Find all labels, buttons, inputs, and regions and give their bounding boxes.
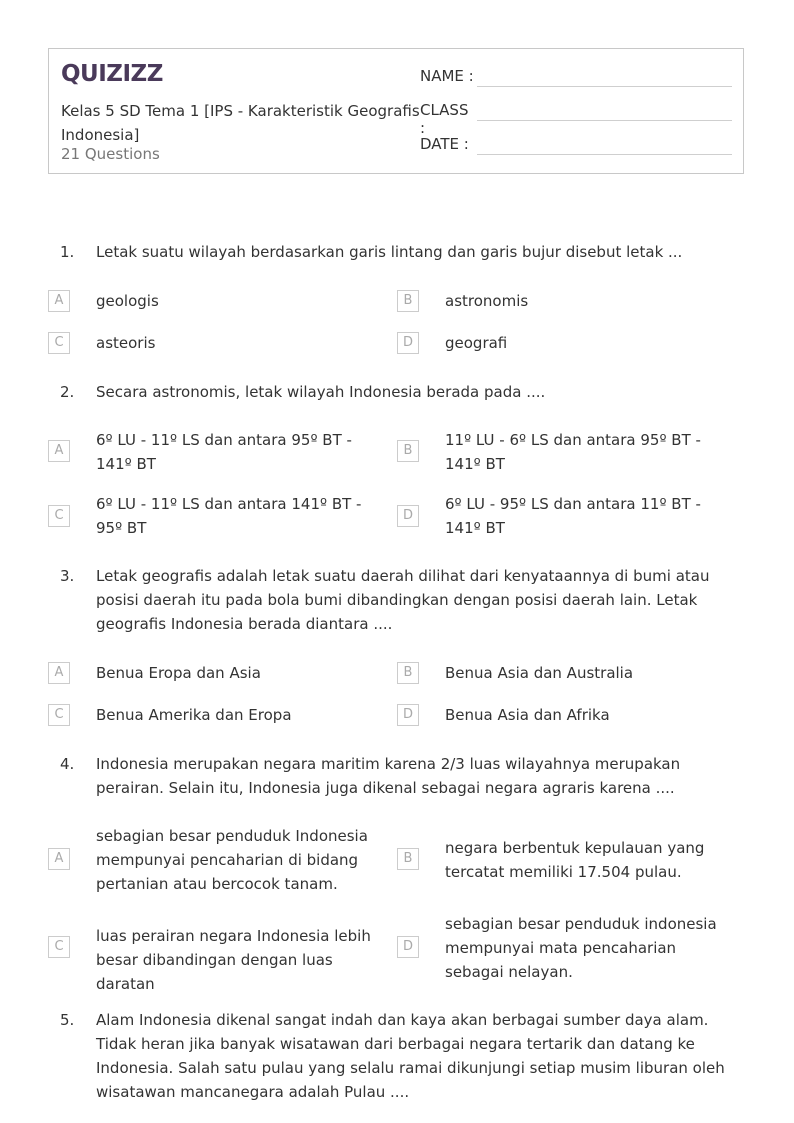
name-line — [477, 86, 732, 87]
date-label: DATE : — [420, 135, 469, 153]
question-number: 1. — [60, 243, 75, 261]
option-letter-d[interactable]: D — [397, 704, 419, 726]
class-line — [477, 120, 732, 121]
name-label: NAME : — [420, 67, 474, 85]
question-text: Secara astronomis, letak wilayah Indonesia berada pada .... — [96, 383, 546, 401]
question-number: 2. — [60, 383, 75, 401]
option-letter-a[interactable]: A — [48, 290, 70, 312]
class-field[interactable] — [420, 101, 476, 137]
option-text[interactable]: sebagian besar penduduk indonesia mempunyai mata pencaharian sebagai nelayan. — [445, 915, 717, 981]
option-text[interactable]: 6º LU - 11º LS dan antara 141º BT - 95º BT — [96, 495, 362, 537]
option-text[interactable]: geologis — [96, 292, 159, 310]
worksheet-header — [48, 48, 744, 174]
option-text[interactable]: negara berbentuk kepulauan yang tercatat memiliki 17.504 pulau. — [445, 839, 705, 881]
class-label: CLASS : — [420, 101, 469, 137]
option-letter-b[interactable]: B — [397, 440, 419, 462]
option-letter-d[interactable]: D — [397, 505, 419, 527]
question-text: Indonesia merupakan negara maritim karena 2/3 luas wilayahnya merupakan perairan. Selain itu, Indonesia juga dikenal sebagai negara agraris karena .... — [96, 755, 681, 797]
option-text[interactable]: 6º LU - 95º LS dan antara 11º BT - 141º BT — [445, 495, 701, 537]
option-text[interactable]: luas perairan negara Indonesia lebih besar dibandingan dengan luas daratan — [96, 927, 371, 993]
option-letter-c[interactable]: C — [48, 332, 70, 354]
option-letter-b[interactable]: B — [397, 290, 419, 312]
date-field[interactable] — [420, 135, 476, 153]
option-text[interactable]: geografi — [445, 334, 508, 352]
option-letter-a[interactable]: A — [48, 848, 70, 870]
question-text: Letak suatu wilayah berdasarkan garis lintang dan garis bujur disebut letak ... — [96, 243, 683, 261]
option-text[interactable]: sebagian besar penduduk Indonesia mempunyai pencaharian di bidang pertanian atau bercocok tanam. — [96, 827, 368, 893]
quizizz-logo: QUIZIZZ — [61, 61, 163, 87]
option-letter-b[interactable]: B — [397, 848, 419, 870]
option-text[interactable]: Benua Asia dan Australia — [445, 664, 634, 682]
option-letter-d[interactable]: D — [397, 936, 419, 958]
option-text[interactable]: Benua Asia dan Afrika — [445, 706, 610, 724]
option-text[interactable]: 6º LU - 11º LS dan antara 95º BT - 141º BT — [96, 431, 352, 473]
option-text[interactable]: asteoris — [96, 334, 156, 352]
option-text[interactable]: astronomis — [445, 292, 529, 310]
option-text[interactable]: 11º LU - 6º LS dan antara 95º BT - 141º BT — [445, 431, 701, 473]
option-letter-c[interactable]: C — [48, 704, 70, 726]
date-line — [477, 154, 732, 155]
question-text: Letak geografis adalah letak suatu daerah dilihat dari kenyataannya di bumi atau posisi daerah itu pada bola bumi dibandingkan dengan posisi daerah lain. Letak geografis Indonesia berada diantara .... — [96, 567, 710, 633]
question-number: 4. — [60, 755, 75, 773]
option-letter-b[interactable]: B — [397, 662, 419, 684]
option-text[interactable]: Benua Eropa dan Asia — [96, 664, 261, 682]
option-letter-c[interactable]: C — [48, 936, 70, 958]
option-letter-c[interactable]: C — [48, 505, 70, 527]
question-text: Alam Indonesia dikenal sangat indah dan kaya akan berbagai sumber daya alam. Tidak heran jika banyak wisatawan dari berbagai negara tertarik dan datang ke Indonesia. Salah satu pulau yang selalu ramai dikunjungi setiap musim liburan oleh wisatawan mancanegara adalah Pulau .... — [96, 1011, 725, 1101]
option-letter-a[interactable]: A — [48, 662, 70, 684]
name-field[interactable] — [420, 67, 476, 85]
option-letter-a[interactable]: A — [48, 440, 70, 462]
option-text[interactable]: Benua Amerika dan Eropa — [96, 706, 292, 724]
option-letter-d[interactable]: D — [397, 332, 419, 354]
worksheet-title: Kelas 5 SD Tema 1 [IPS - Karakteristik Geografis Indonesia] — [61, 102, 420, 144]
question-number: 3. — [60, 567, 75, 585]
question-count: 21 Questions — [61, 145, 160, 163]
question-number: 5. — [60, 1011, 75, 1029]
